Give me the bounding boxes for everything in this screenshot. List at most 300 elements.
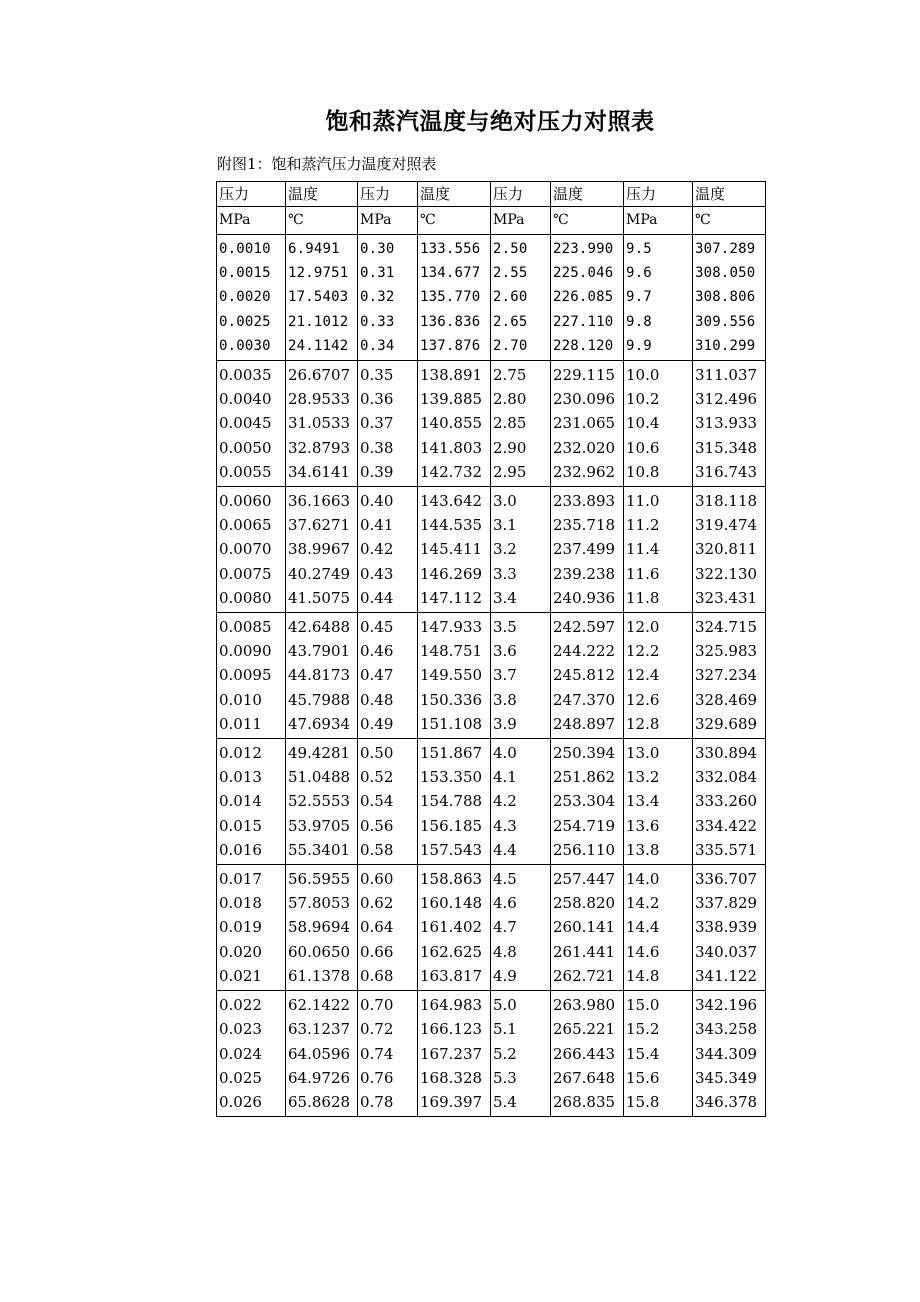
pressure-cell: 0.70 [358, 991, 418, 1018]
temperature-cell: 142.732 [418, 460, 491, 487]
table-row [217, 891, 766, 915]
pressure-cell: 9.7 [624, 285, 693, 309]
temperature-cell: 151.867 [418, 739, 491, 766]
temperature-cell: 37.6271 [286, 513, 358, 537]
temperature-cell: 156.185 [418, 814, 491, 838]
temperature-cell: 313.933 [693, 411, 766, 435]
header-pressure: 压力 [358, 182, 418, 207]
temperature-cell: 315.348 [693, 436, 766, 460]
pressure-cell: 0.42 [358, 537, 418, 561]
temperature-cell: 60.0650 [286, 940, 358, 964]
pressure-cell: 13.0 [624, 739, 693, 766]
pressure-cell: 4.9 [491, 964, 551, 991]
unit-temperature: ℃ [418, 207, 491, 235]
header-row [217, 182, 766, 207]
table-row [217, 310, 766, 334]
temperature-cell: 169.397 [418, 1090, 491, 1117]
pressure-cell: 0.74 [358, 1042, 418, 1066]
temperature-cell: 157.543 [418, 838, 491, 865]
pressure-cell: 15.4 [624, 1042, 693, 1066]
temperature-cell: 318.118 [693, 487, 766, 514]
temperature-cell: 323.431 [693, 586, 766, 613]
temperature-cell: 309.556 [693, 310, 766, 334]
temperature-cell: 267.648 [551, 1066, 624, 1090]
pressure-cell: 0.0060 [217, 487, 286, 514]
temperature-cell: 310.299 [693, 334, 766, 361]
pressure-cell: 0.0035 [217, 361, 286, 388]
pressure-cell: 9.9 [624, 334, 693, 361]
pressure-cell: 0.54 [358, 789, 418, 813]
pressure-cell: 0.41 [358, 513, 418, 537]
pressure-cell: 15.8 [624, 1090, 693, 1117]
pressure-cell: 3.5 [491, 613, 551, 640]
temperature-cell: 166.123 [418, 1017, 491, 1041]
pressure-cell: 0.47 [358, 663, 418, 687]
header-temperature: 温度 [551, 182, 624, 207]
temperature-cell: 256.110 [551, 838, 624, 865]
temperature-cell: 247.370 [551, 688, 624, 712]
unit-temperature: ℃ [551, 207, 624, 235]
temperature-cell: 307.289 [693, 235, 766, 262]
pressure-cell: 0.76 [358, 1066, 418, 1090]
row-group [217, 865, 766, 991]
table-row [217, 1066, 766, 1090]
temperature-cell: 34.6141 [286, 460, 358, 487]
pressure-cell: 0.012 [217, 739, 286, 766]
pressure-cell: 0.31 [358, 261, 418, 285]
temperature-cell: 143.642 [418, 487, 491, 514]
pressure-cell: 0.56 [358, 814, 418, 838]
pressure-cell: 15.2 [624, 1017, 693, 1041]
temperature-cell: 140.855 [418, 411, 491, 435]
pressure-cell: 2.75 [491, 361, 551, 388]
page-title: 饱和蒸汽温度与绝对压力对照表 [325, 109, 655, 135]
temperature-cell: 147.933 [418, 613, 491, 640]
pressure-cell: 0.016 [217, 838, 286, 865]
unit-row [217, 207, 766, 235]
temperature-cell: 342.196 [693, 991, 766, 1018]
pressure-cell: 3.3 [491, 562, 551, 586]
pressure-cell: 3.4 [491, 586, 551, 613]
temperature-cell: 21.1012 [286, 310, 358, 334]
temperature-cell: 51.0488 [286, 765, 358, 789]
table-row [217, 487, 766, 514]
temperature-cell: 41.5075 [286, 586, 358, 613]
pressure-cell: 0.32 [358, 285, 418, 309]
pressure-cell: 5.1 [491, 1017, 551, 1041]
temperature-cell: 263.980 [551, 991, 624, 1018]
header-temperature: 温度 [286, 182, 358, 207]
table-row [217, 537, 766, 561]
temperature-cell: 38.9967 [286, 537, 358, 561]
temperature-cell: 266.443 [551, 1042, 624, 1066]
temperature-cell: 268.835 [551, 1090, 624, 1117]
temperature-cell: 341.122 [693, 964, 766, 991]
pressure-cell: 11.0 [624, 487, 693, 514]
temperature-cell: 253.304 [551, 789, 624, 813]
table-row [217, 991, 766, 1018]
pressure-cell: 0.46 [358, 639, 418, 663]
pressure-cell: 0.020 [217, 940, 286, 964]
pressure-cell: 3.9 [491, 712, 551, 739]
table-row [217, 334, 766, 361]
temperature-cell: 52.5553 [286, 789, 358, 813]
row-group [217, 613, 766, 739]
pressure-cell: 12.8 [624, 712, 693, 739]
temperature-cell: 160.148 [418, 891, 491, 915]
pressure-cell: 0.0010 [217, 235, 286, 262]
temperature-cell: 62.1422 [286, 991, 358, 1018]
temperature-cell: 330.894 [693, 739, 766, 766]
temperature-cell: 153.350 [418, 765, 491, 789]
temperature-cell: 320.811 [693, 537, 766, 561]
pressure-cell: 0.0075 [217, 562, 286, 586]
temperature-cell: 312.496 [693, 387, 766, 411]
pressure-cell: 10.0 [624, 361, 693, 388]
temperature-cell: 338.939 [693, 915, 766, 939]
row-group [217, 487, 766, 613]
temperature-cell: 158.863 [418, 865, 491, 892]
temperature-cell: 161.402 [418, 915, 491, 939]
pressure-cell: 3.0 [491, 487, 551, 514]
pressure-cell: 5.3 [491, 1066, 551, 1090]
pressure-cell: 2.60 [491, 285, 551, 309]
table-row [217, 613, 766, 640]
pressure-cell: 0.018 [217, 891, 286, 915]
unit-pressure: MPa [491, 207, 551, 235]
table-row [217, 865, 766, 892]
pressure-cell: 0.37 [358, 411, 418, 435]
pressure-cell: 4.1 [491, 765, 551, 789]
table-row [217, 387, 766, 411]
temperature-cell: 57.8053 [286, 891, 358, 915]
pressure-cell: 0.0015 [217, 261, 286, 285]
temperature-cell: 168.328 [418, 1066, 491, 1090]
table-row [217, 940, 766, 964]
row-group [217, 235, 766, 361]
temperature-cell: 145.411 [418, 537, 491, 561]
temperature-cell: 232.020 [551, 436, 624, 460]
temperature-cell: 333.260 [693, 789, 766, 813]
pressure-cell: 3.8 [491, 688, 551, 712]
pressure-cell: 0.0025 [217, 310, 286, 334]
pressure-cell: 4.5 [491, 865, 551, 892]
table-row [217, 814, 766, 838]
pressure-cell: 0.34 [358, 334, 418, 361]
pressure-cell: 5.4 [491, 1090, 551, 1117]
pressure-cell: 0.58 [358, 838, 418, 865]
pressure-cell: 9.6 [624, 261, 693, 285]
temperature-cell: 149.550 [418, 663, 491, 687]
table-row [217, 562, 766, 586]
temperature-cell: 6.9491 [286, 235, 358, 262]
temperature-cell: 53.9705 [286, 814, 358, 838]
temperature-cell: 26.6707 [286, 361, 358, 388]
temperature-cell: 324.715 [693, 613, 766, 640]
temperature-cell: 55.3401 [286, 838, 358, 865]
pressure-cell: 2.85 [491, 411, 551, 435]
header-pressure: 压力 [624, 182, 693, 207]
temperature-cell: 332.084 [693, 765, 766, 789]
pressure-cell: 4.2 [491, 789, 551, 813]
table-row [217, 586, 766, 613]
temperature-cell: 147.112 [418, 586, 491, 613]
pressure-cell: 0.64 [358, 915, 418, 939]
temperature-cell: 24.1142 [286, 334, 358, 361]
row-group [217, 739, 766, 865]
pressure-cell: 4.6 [491, 891, 551, 915]
pressure-cell: 4.0 [491, 739, 551, 766]
table-row [217, 261, 766, 285]
temperature-cell: 345.349 [693, 1066, 766, 1090]
temperature-cell: 334.422 [693, 814, 766, 838]
header-pressure: 压力 [217, 182, 286, 207]
temperature-cell: 64.0596 [286, 1042, 358, 1066]
pressure-cell: 0.30 [358, 235, 418, 262]
pressure-cell: 13.2 [624, 765, 693, 789]
pressure-cell: 0.022 [217, 991, 286, 1018]
pressure-cell: 0.68 [358, 964, 418, 991]
pressure-cell: 2.70 [491, 334, 551, 361]
pressure-cell: 0.0070 [217, 537, 286, 561]
temperature-cell: 316.743 [693, 460, 766, 487]
table-row [217, 915, 766, 939]
temperature-cell: 242.597 [551, 613, 624, 640]
table-row [217, 663, 766, 687]
pressure-cell: 14.0 [624, 865, 693, 892]
temperature-cell: 308.806 [693, 285, 766, 309]
pressure-cell: 13.4 [624, 789, 693, 813]
temperature-cell: 248.897 [551, 712, 624, 739]
table-row [217, 838, 766, 865]
temperature-cell: 308.050 [693, 261, 766, 285]
temperature-cell: 325.983 [693, 639, 766, 663]
table-row [217, 285, 766, 309]
temperature-cell: 164.983 [418, 991, 491, 1018]
pressure-cell: 10.6 [624, 436, 693, 460]
temperature-cell: 322.130 [693, 562, 766, 586]
temperature-cell: 337.829 [693, 891, 766, 915]
pressure-cell: 2.55 [491, 261, 551, 285]
temperature-cell: 240.936 [551, 586, 624, 613]
table-row [217, 411, 766, 435]
temperature-cell: 340.037 [693, 940, 766, 964]
table-row [217, 639, 766, 663]
temperature-cell: 56.5955 [286, 865, 358, 892]
temperature-cell: 244.222 [551, 639, 624, 663]
temperature-cell: 231.065 [551, 411, 624, 435]
temperature-cell: 28.9533 [286, 387, 358, 411]
header-temperature: 温度 [418, 182, 491, 207]
pressure-cell: 11.8 [624, 586, 693, 613]
pressure-cell: 9.5 [624, 235, 693, 262]
temperature-cell: 36.1663 [286, 487, 358, 514]
temperature-cell: 336.707 [693, 865, 766, 892]
temperature-cell: 225.046 [551, 261, 624, 285]
pressure-cell: 0.0030 [217, 334, 286, 361]
pressure-cell: 12.0 [624, 613, 693, 640]
temperature-cell: 154.788 [418, 789, 491, 813]
pressure-cell: 0.33 [358, 310, 418, 334]
temperature-cell: 135.770 [418, 285, 491, 309]
pressure-cell: 0.38 [358, 436, 418, 460]
table-caption: 附图1：饱和蒸汽压力温度对照表 [217, 155, 437, 173]
pressure-cell: 14.8 [624, 964, 693, 991]
temperature-cell: 228.120 [551, 334, 624, 361]
unit-temperature: ℃ [693, 207, 766, 235]
temperature-cell: 40.2749 [286, 562, 358, 586]
temperature-cell: 137.876 [418, 334, 491, 361]
pressure-cell: 10.2 [624, 387, 693, 411]
pressure-cell: 0.72 [358, 1017, 418, 1041]
pressure-cell: 0.0040 [217, 387, 286, 411]
temperature-cell: 43.7901 [286, 639, 358, 663]
temperature-cell: 328.469 [693, 688, 766, 712]
pressure-cell: 4.4 [491, 838, 551, 865]
temperature-cell: 163.817 [418, 964, 491, 991]
pressure-cell: 0.50 [358, 739, 418, 766]
pressure-cell: 0.44 [358, 586, 418, 613]
pressure-cell: 0.48 [358, 688, 418, 712]
pressure-cell: 0.0090 [217, 639, 286, 663]
pressure-cell: 0.024 [217, 1042, 286, 1066]
pressure-cell: 0.52 [358, 765, 418, 789]
pressure-cell: 2.80 [491, 387, 551, 411]
pressure-cell: 0.025 [217, 1066, 286, 1090]
pressure-cell: 13.8 [624, 838, 693, 865]
temperature-cell: 32.8793 [286, 436, 358, 460]
header-temperature: 温度 [693, 182, 766, 207]
pressure-cell: 0.0085 [217, 613, 286, 640]
pressure-cell: 0.0055 [217, 460, 286, 487]
pressure-cell: 4.3 [491, 814, 551, 838]
table-row [217, 513, 766, 537]
unit-pressure: MPa [624, 207, 693, 235]
pressure-cell: 0.62 [358, 891, 418, 915]
pressure-cell: 0.0045 [217, 411, 286, 435]
pressure-cell: 14.4 [624, 915, 693, 939]
pressure-cell: 14.2 [624, 891, 693, 915]
pressure-cell: 2.50 [491, 235, 551, 262]
temperature-cell: 134.677 [418, 261, 491, 285]
temperature-cell: 226.085 [551, 285, 624, 309]
pressure-cell: 5.0 [491, 991, 551, 1018]
temperature-cell: 139.885 [418, 387, 491, 411]
pressure-cell: 3.1 [491, 513, 551, 537]
table-row [217, 460, 766, 487]
temperature-cell: 227.110 [551, 310, 624, 334]
row-group [217, 361, 766, 487]
pressure-cell: 0.017 [217, 865, 286, 892]
pressure-cell: 0.023 [217, 1017, 286, 1041]
pressure-cell: 4.7 [491, 915, 551, 939]
pressure-cell: 10.4 [624, 411, 693, 435]
temperature-cell: 167.237 [418, 1042, 491, 1066]
pressure-cell: 2.65 [491, 310, 551, 334]
table-row [217, 361, 766, 388]
temperature-cell: 257.447 [551, 865, 624, 892]
temperature-cell: 233.893 [551, 487, 624, 514]
pressure-cell: 15.0 [624, 991, 693, 1018]
pressure-cell: 0.39 [358, 460, 418, 487]
temperature-cell: 17.5403 [286, 285, 358, 309]
pressure-cell: 5.2 [491, 1042, 551, 1066]
unit-temperature: ℃ [286, 207, 358, 235]
table-row [217, 739, 766, 766]
row-group [217, 991, 766, 1117]
pressure-cell: 0.66 [358, 940, 418, 964]
table-row [217, 688, 766, 712]
temperature-cell: 245.812 [551, 663, 624, 687]
table-row [217, 235, 766, 262]
temperature-cell: 251.862 [551, 765, 624, 789]
temperature-cell: 146.269 [418, 562, 491, 586]
table-row [217, 789, 766, 813]
pressure-cell: 0.43 [358, 562, 418, 586]
temperature-cell: 260.141 [551, 915, 624, 939]
temperature-cell: 230.096 [551, 387, 624, 411]
pressure-cell: 14.6 [624, 940, 693, 964]
pressure-cell: 0.0050 [217, 436, 286, 460]
temperature-cell: 262.721 [551, 964, 624, 991]
pressure-cell: 0.45 [358, 613, 418, 640]
pressure-cell: 12.4 [624, 663, 693, 687]
table-row [217, 1090, 766, 1117]
header-pressure: 压力 [491, 182, 551, 207]
pressure-cell: 0.36 [358, 387, 418, 411]
pressure-cell: 0.010 [217, 688, 286, 712]
pressure-cell: 0.011 [217, 712, 286, 739]
pressure-cell: 0.35 [358, 361, 418, 388]
temperature-cell: 45.7988 [286, 688, 358, 712]
temperature-cell: 250.394 [551, 739, 624, 766]
temperature-cell: 239.238 [551, 562, 624, 586]
temperature-cell: 162.625 [418, 940, 491, 964]
pressure-cell: 0.026 [217, 1090, 286, 1117]
temperature-cell: 254.719 [551, 814, 624, 838]
temperature-cell: 58.9694 [286, 915, 358, 939]
temperature-cell: 12.9751 [286, 261, 358, 285]
temperature-cell: 44.8173 [286, 663, 358, 687]
table-row [217, 1017, 766, 1041]
temperature-cell: 64.9726 [286, 1066, 358, 1090]
temperature-cell: 258.820 [551, 891, 624, 915]
temperature-cell: 261.441 [551, 940, 624, 964]
temperature-cell: 265.221 [551, 1017, 624, 1041]
temperature-cell: 329.689 [693, 712, 766, 739]
pressure-cell: 11.4 [624, 537, 693, 561]
pressure-cell: 0.019 [217, 915, 286, 939]
temperature-cell: 138.891 [418, 361, 491, 388]
temperature-cell: 49.4281 [286, 739, 358, 766]
table-row [217, 712, 766, 739]
temperature-cell: 47.6934 [286, 712, 358, 739]
temperature-cell: 235.718 [551, 513, 624, 537]
pressure-cell: 0.0065 [217, 513, 286, 537]
pressure-cell: 0.78 [358, 1090, 418, 1117]
pressure-cell: 2.95 [491, 460, 551, 487]
pressure-cell: 4.8 [491, 940, 551, 964]
pressure-cell: 3.7 [491, 663, 551, 687]
pressure-cell: 12.6 [624, 688, 693, 712]
pressure-cell: 10.8 [624, 460, 693, 487]
pressure-cell: 12.2 [624, 639, 693, 663]
temperature-cell: 319.474 [693, 513, 766, 537]
temperature-cell: 150.336 [418, 688, 491, 712]
temperature-cell: 311.037 [693, 361, 766, 388]
pressure-cell: 15.6 [624, 1066, 693, 1090]
pressure-cell: 11.6 [624, 562, 693, 586]
